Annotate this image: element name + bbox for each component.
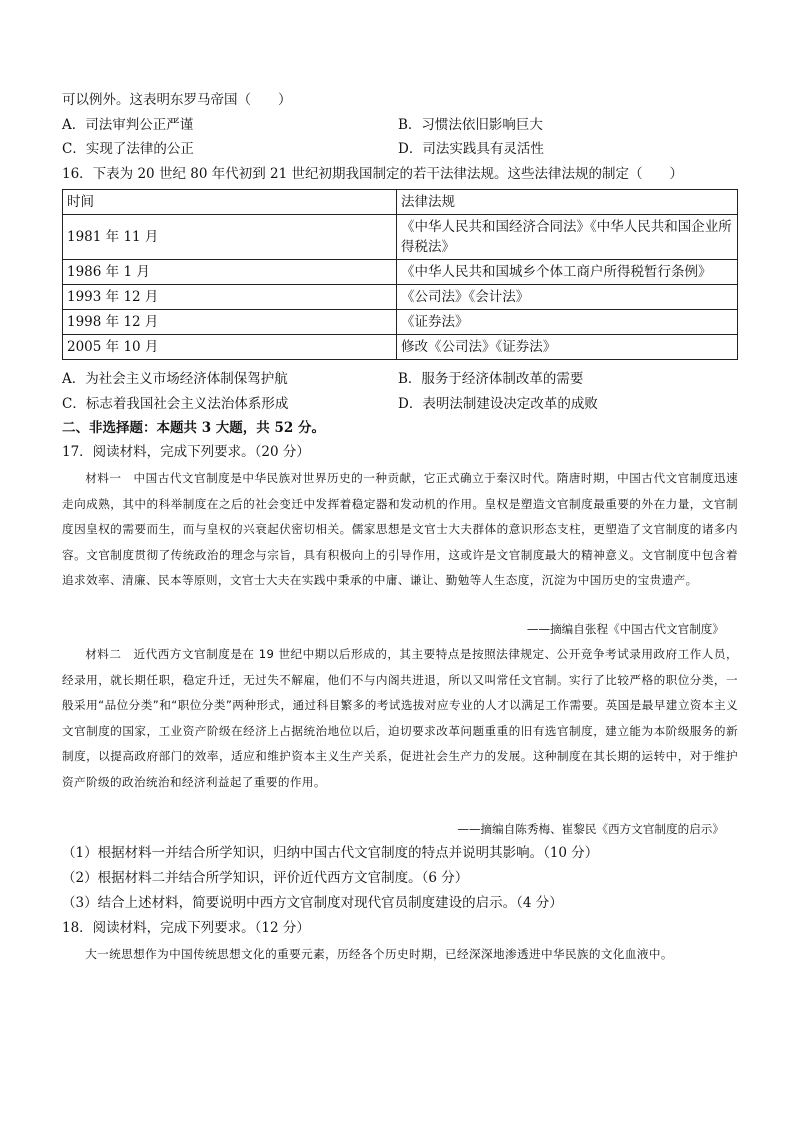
- table-row: [63, 285, 738, 310]
- q18-stem: 18．阅读材料，完成下列要求。（12 分）: [62, 920, 310, 936]
- table-header-row: [63, 190, 738, 215]
- q17-material-2: 材料二 近代西方文官制度是在 19 世纪中期以后形成的，其主要特点是按照法律规定、公开竞争考试录用政府工作人员，经录用，就长期任职，稳定升迁，无过失不解雇，他们不与内阁共进退，所以又叫常任文官制。实行了比较严格的职位分类，一般采用“品位分类”和“职位分类”两种形式，通过科目繁多的考试选拔对应专业的人才以满足工作需要。英国是最早建立资本主义文官制度的国家，工业资产阶级在经济上占据统治地位以后，迫切要求改革问题重重的旧有选官制度，建立能为本阶级服务的新制度，以提高政府部门的效率，适应和维护资本主义生产关系，促进社会生产力的发展。这种制度在其长期的运转中，对于维护资产阶级的政治统治和经济利益起了重要的作用。: [62, 647, 738, 789]
- q16-option-a: A．为社会主义市场经济体制保驾护航: [62, 371, 288, 387]
- q15-option-b: B．习惯法依旧影响巨大: [398, 117, 543, 133]
- q16-option-d: D．表明法制建设决定改革的成败: [398, 396, 598, 412]
- table-cell-time: 2005 年 10 月: [63, 335, 397, 360]
- q15-continuation: 可以例外。这表明东罗马帝国（ ）: [62, 92, 292, 108]
- section-heading: 二、非选择题：本题共 3 大题，共 52 分。: [62, 420, 325, 436]
- table-cell-law: 《证券法》: [397, 310, 738, 335]
- table-row: [63, 335, 738, 360]
- q18-intro: 大一统思想作为中国传统思想文化的重要元素，历经各个历史时期，已经深深地渗透进中华民族的文化血液中。: [85, 947, 673, 961]
- q17-source-2: ——摘编自陈秀梅、崔黎民《西方文官制度的启示》: [457, 822, 724, 836]
- table-cell-law: 《公司法》《会计法》: [397, 285, 738, 310]
- q15-option-d: D．司法实践具有灵活性: [398, 141, 544, 157]
- table-row: [63, 260, 738, 285]
- q15-option-c: C．实现了法律的公正: [62, 141, 194, 157]
- q16-option-c: C．标志着我国社会主义法治体系形成: [62, 396, 289, 412]
- table-cell-time: 1981 年 11 月: [63, 215, 397, 260]
- table-row: [63, 310, 738, 335]
- table-cell-law: 《中华人民共和国经济合同法》《中华人民共和国企业所得税法》: [397, 215, 738, 260]
- table-cell-law: 修改《公司法》《证券法》: [397, 335, 738, 360]
- table-cell-time: 1986 年 1 月: [63, 260, 397, 285]
- law-table: [62, 189, 738, 360]
- q17-source-1: ——摘编自张程《中国古代文官制度》: [526, 622, 724, 636]
- table-cell-time: 1993 年 12 月: [63, 285, 397, 310]
- q17-stem: 17．阅读材料，完成下列要求。（20 分）: [62, 444, 310, 460]
- table-cell-law: 《中华人民共和国城乡个体工商户所得税暂行条例》: [397, 260, 738, 285]
- q17-sub-question-2: （2）根据材料二并结合所学知识，评价近代西方文官制度。（6 分）: [62, 870, 469, 886]
- table-cell-time: 1998 年 12 月: [63, 310, 397, 335]
- q15-option-a: A．司法审判公正严谨: [62, 117, 194, 133]
- q17-sub-question-1: （1）根据材料一并结合所学知识，归纳中国古代文官制度的特点并说明其影响。（10 分）: [62, 845, 599, 861]
- q17-sub-question-3: （3）结合上述材料，简要说明中西方文官制度对现代官员制度建设的启示。（4 分）: [62, 895, 563, 911]
- q17-material-1: 材料一 中国古代文官制度是中华民族对世界历史的一种贡献，它正式确立于秦汉时代。隋唐时期，中国古代文官制度迅速走向成熟，其中的科举制度在之后的社会变迁中发挥着稳定器和发动机的作用。皇权是塑造文官制度最重要的外在力量，文官制度因皇权的需要而生，而与皇权的兴衰起伏密切相关。儒家思想是文官士大夫群体的意识形态支柱，更塑造了文官制度的诸多内容。文官制度贯彻了传统政治的理念与宗旨，具有积极向上的引导作用，这或许是文官制度最大的精神意义。文官制度中包含着追求效率、清廉、民本等原则，文官士大夫在实践中秉承的中庸、谦让、勤勉等人生态度，沉淀为中国历史的宝贵遗产。: [62, 471, 738, 587]
- table-header-time: 时间: [63, 190, 397, 215]
- q16-stem: 16．下表为 20 世纪 80 年代初到 21 世纪初期我国制定的若干法律法规。这些法律法规的制定（ ）: [62, 166, 683, 182]
- table-row: [63, 215, 738, 260]
- q16-option-b: B．服务于经济体制改革的需要: [398, 371, 584, 387]
- table-header-law: 法律法规: [397, 190, 738, 215]
